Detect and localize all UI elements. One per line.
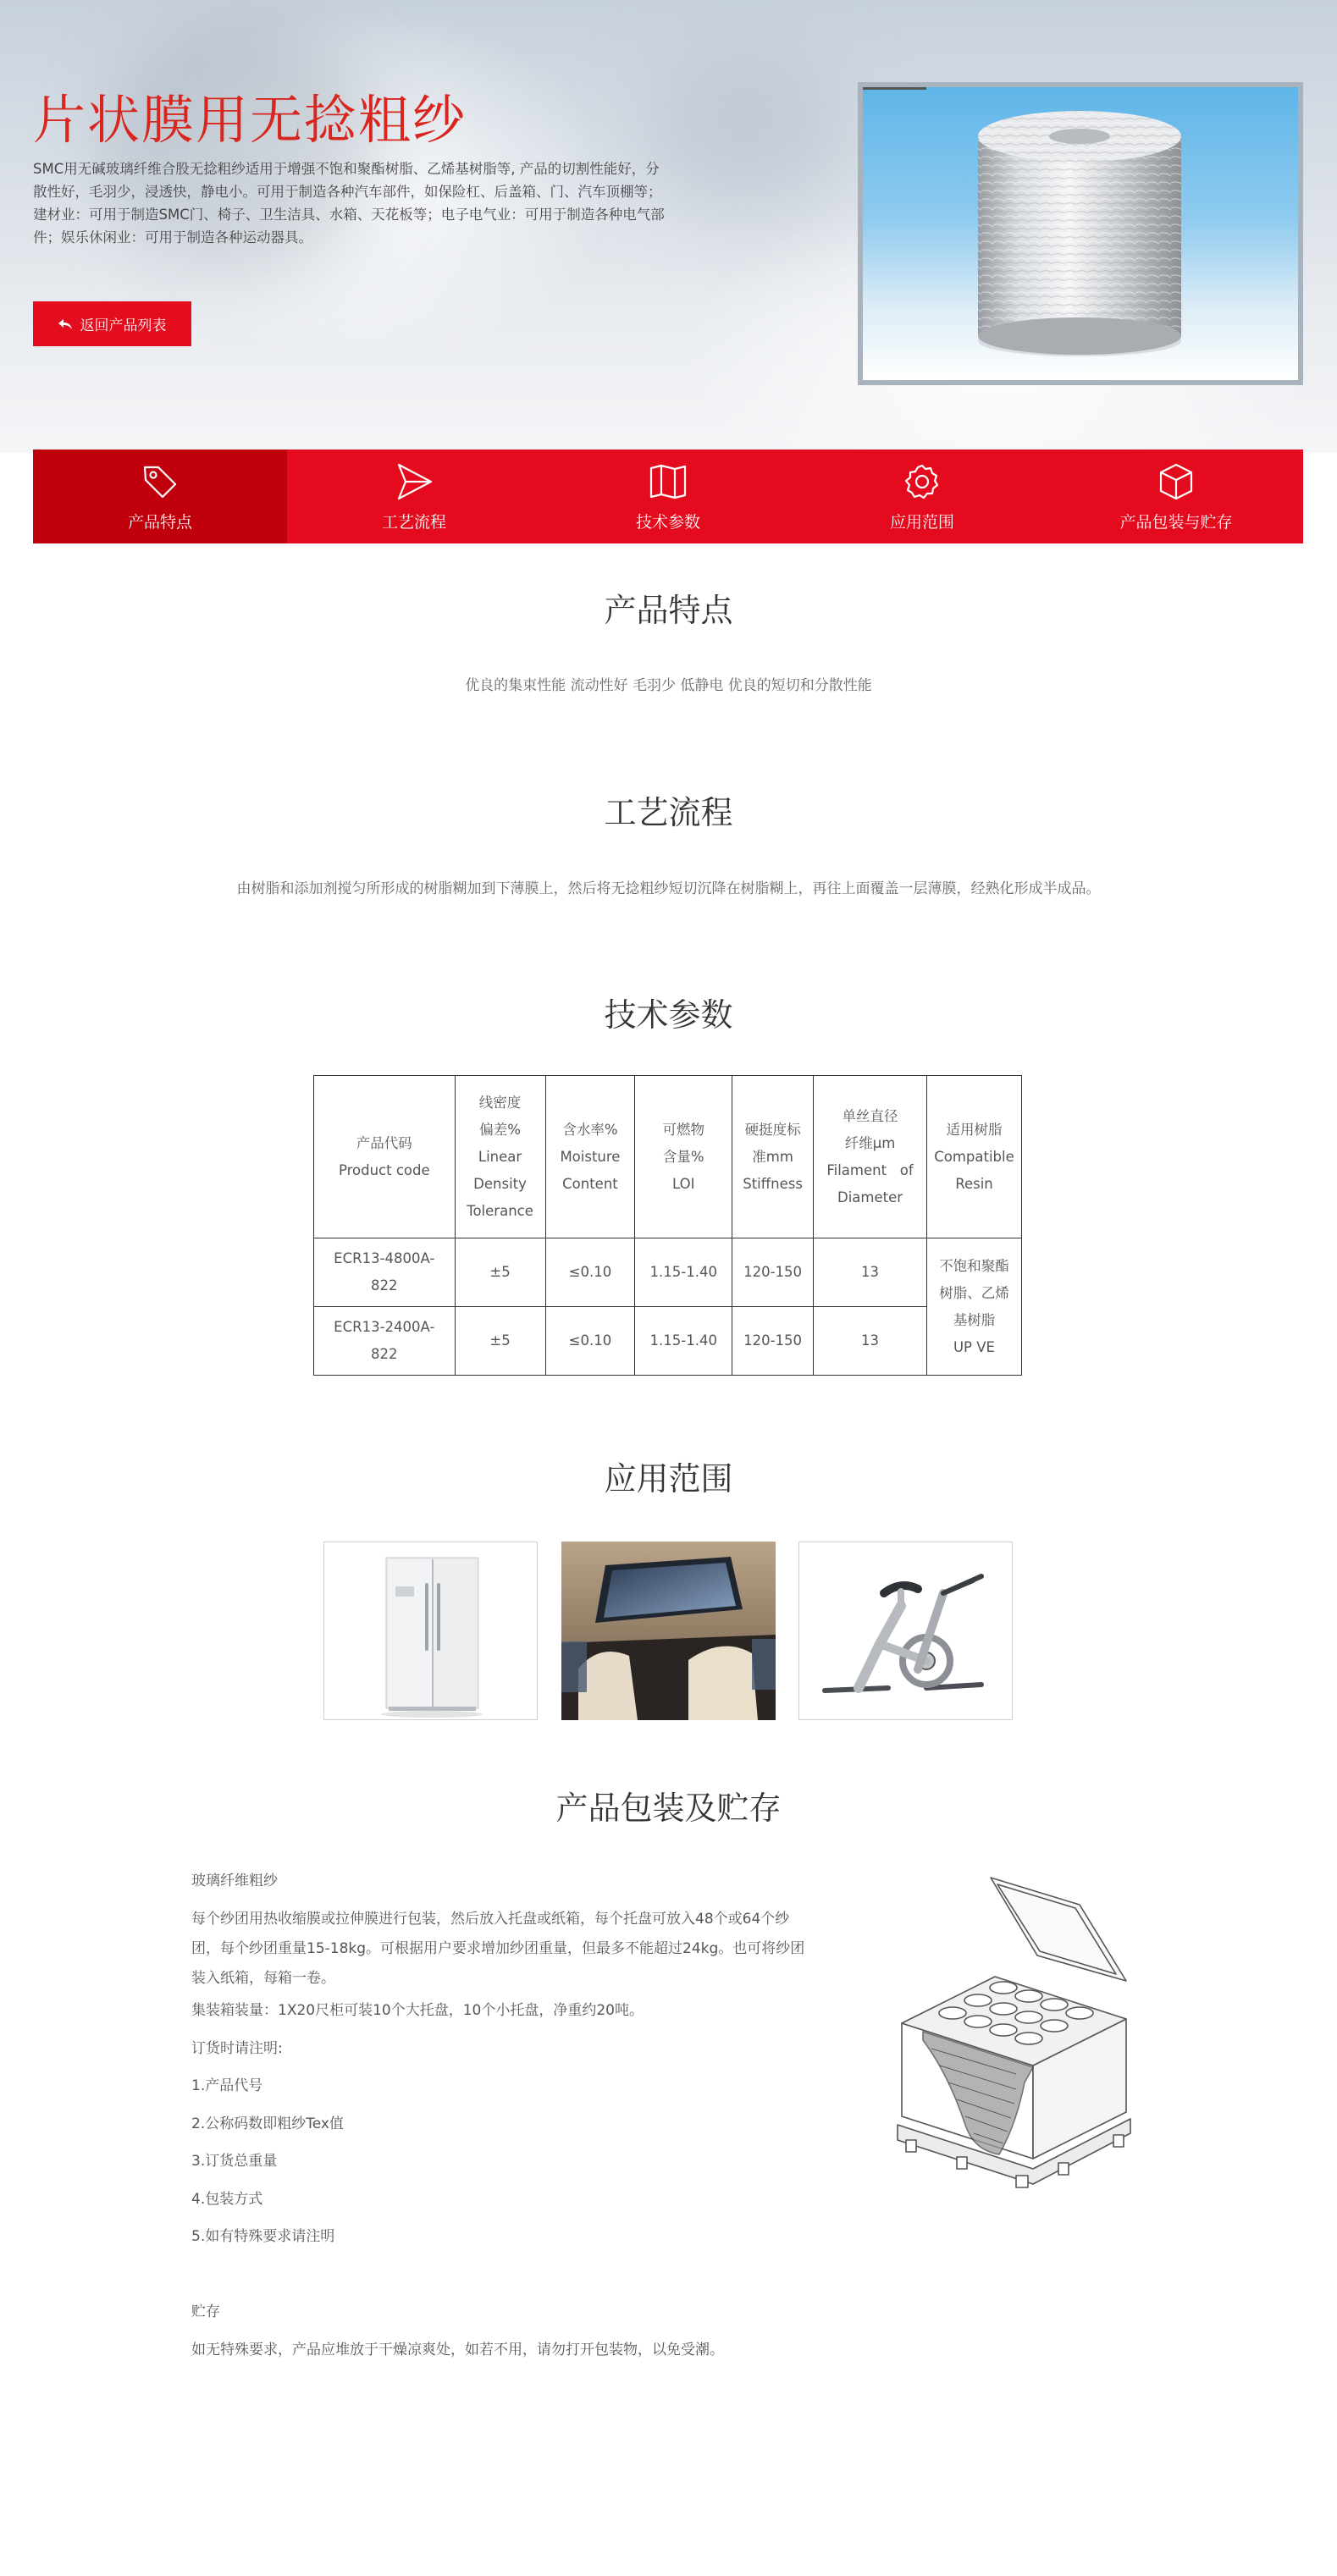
cell-moisture: ≤0.10	[545, 1238, 635, 1307]
order-title: 订货时请注明:	[191, 2040, 283, 2057]
header-product-code: 产品代码 Product code	[314, 1076, 456, 1238]
page-title: 片状膜用无捻粗纱	[33, 89, 467, 151]
tab-label: 应用范围	[889, 513, 954, 532]
cell-diameter: 13	[814, 1307, 927, 1376]
tab-label: 工艺流程	[381, 513, 446, 532]
product-image	[858, 82, 1303, 385]
cell-code: ECR13-2400A- 822	[314, 1307, 456, 1376]
table-row	[314, 1307, 1022, 1376]
back-button-label: 返回产品列表	[80, 317, 167, 334]
tab-packaging[interactable]	[1049, 450, 1303, 543]
cell-loi: 1.15-1.40	[635, 1238, 732, 1307]
applications-title: 应用范围	[604, 1460, 733, 1498]
box-icon	[1156, 461, 1196, 502]
cell-density: ±5	[455, 1238, 545, 1307]
tab-features[interactable]	[33, 450, 287, 543]
header-resin: 适用树脂 Compatible Resin	[926, 1076, 1021, 1238]
header-diameter: 单丝直径 纤维μm Filament of Diameter	[814, 1076, 927, 1238]
hero-description: SMC用无碱玻璃纤维合股无捻粗纱适用于增强不饱和聚酯树脂、乙烯基树脂等, 产品的切割性能好，分散性好，毛羽少，浸透快，静电小。可用于制造各种汽车部件，如保险杠、后盖箱、门、汽车顶棚等；建材业：可用于制造SMC门、椅子、卫生洁具、水箱、天花板等；电子电气业：可用于制造各种电气部件；娱乐休闲业：可用于制造各种运动器具。	[33, 161, 665, 245]
cell-moisture: ≤0.10	[545, 1307, 635, 1376]
cell-density: ±5	[455, 1307, 545, 1376]
section-tab-bar	[33, 450, 1303, 543]
storage-title: 贮存	[191, 2303, 220, 2320]
tab-label: 产品包装与贮存	[1119, 513, 1233, 532]
table-row	[314, 1238, 1022, 1307]
specs-title: 技术参数	[604, 996, 733, 1034]
order-item: 3.订货总重量	[191, 2153, 278, 2170]
header-loi: 可燃物 含量% LOI	[635, 1076, 732, 1238]
book-icon	[648, 461, 688, 502]
cell-code: ECR13-4800A- 822	[314, 1238, 456, 1307]
packaging-box-illustration	[889, 1871, 1143, 2218]
cell-diameter: 13	[814, 1238, 927, 1307]
packaging-paragraph: 每个纱团用热收缩膜或拉伸膜进行包装，然后放入托盘或纸箱，每个托盘可放入48个或64个纱团，每个纱团重量15-18kg。可根据用户要求增加纱团重量，但最多不能超过24kg。也可将纱团装入纸箱，每箱一卷。	[191, 1911, 805, 1987]
tag-icon	[140, 461, 180, 502]
tab-process[interactable]	[287, 450, 541, 543]
container-capacity: 集装箱装量：1X20尺柜可装10个大托盘，10个小托盘，净重约20吨。	[191, 2002, 644, 2019]
spec-table	[313, 1075, 1022, 1376]
packaging-heading: 玻璃纤维粗纱	[191, 1873, 278, 1889]
order-item: 5.如有特殊要求请注明	[191, 2228, 335, 2245]
cell-stiffness: 120-150	[732, 1238, 814, 1307]
header-stiffness: 硬挺度标 准mm Stiffness	[732, 1076, 814, 1238]
header-moisture: 含水率% Moisture Content	[545, 1076, 635, 1238]
car-sunroof-image	[561, 1542, 776, 1720]
tab-specs[interactable]	[541, 450, 795, 543]
packaging-title: 产品包装及贮存	[555, 1790, 782, 1827]
gear-icon	[902, 461, 942, 502]
header-density: 线密度 偏差% Linear Density Tolerance	[455, 1076, 545, 1238]
storage-text: 如无特殊要求，产品应堆放于干燥凉爽处，如若不用，请勿打开包装物，以免受潮。	[191, 2342, 724, 2358]
refrigerator-image	[323, 1542, 538, 1720]
roving-spool-illustration	[863, 87, 1298, 380]
order-item: 4.包装方式	[191, 2191, 263, 2208]
tab-label: 产品特点	[127, 513, 192, 532]
order-item: 1.产品代号	[191, 2077, 263, 2094]
process-text: 由树脂和添加剂搅匀所形成的树脂糊加到下薄膜上，然后将无捻粗纱短切沉降在树脂糊上，再往上面覆盖一层薄膜，经熟化形成半成品。	[236, 880, 1101, 897]
hero-banner	[0, 0, 1337, 453]
table-header-row	[314, 1076, 1022, 1238]
features-text: 优良的集束性能 流动性好 毛羽少 低静电 优良的短切和分散性能	[465, 677, 872, 694]
tab-label: 技术参数	[635, 513, 700, 532]
back-to-list-button[interactable]	[33, 301, 191, 346]
tab-applications[interactable]	[795, 450, 1049, 543]
cell-stiffness: 120-150	[732, 1307, 814, 1376]
send-icon	[394, 461, 434, 502]
cell-loi: 1.15-1.40	[635, 1307, 732, 1376]
cell-resin: 不饱和聚酯 树脂、乙烯 基树脂 UP VE	[926, 1238, 1021, 1376]
features-title: 产品特点	[604, 592, 733, 629]
exercise-bike-image	[798, 1542, 1013, 1720]
process-title: 工艺流程	[604, 794, 733, 831]
order-item: 2.公称码数即粗纱Tex值	[191, 2115, 344, 2132]
return-arrow-icon	[58, 319, 72, 329]
